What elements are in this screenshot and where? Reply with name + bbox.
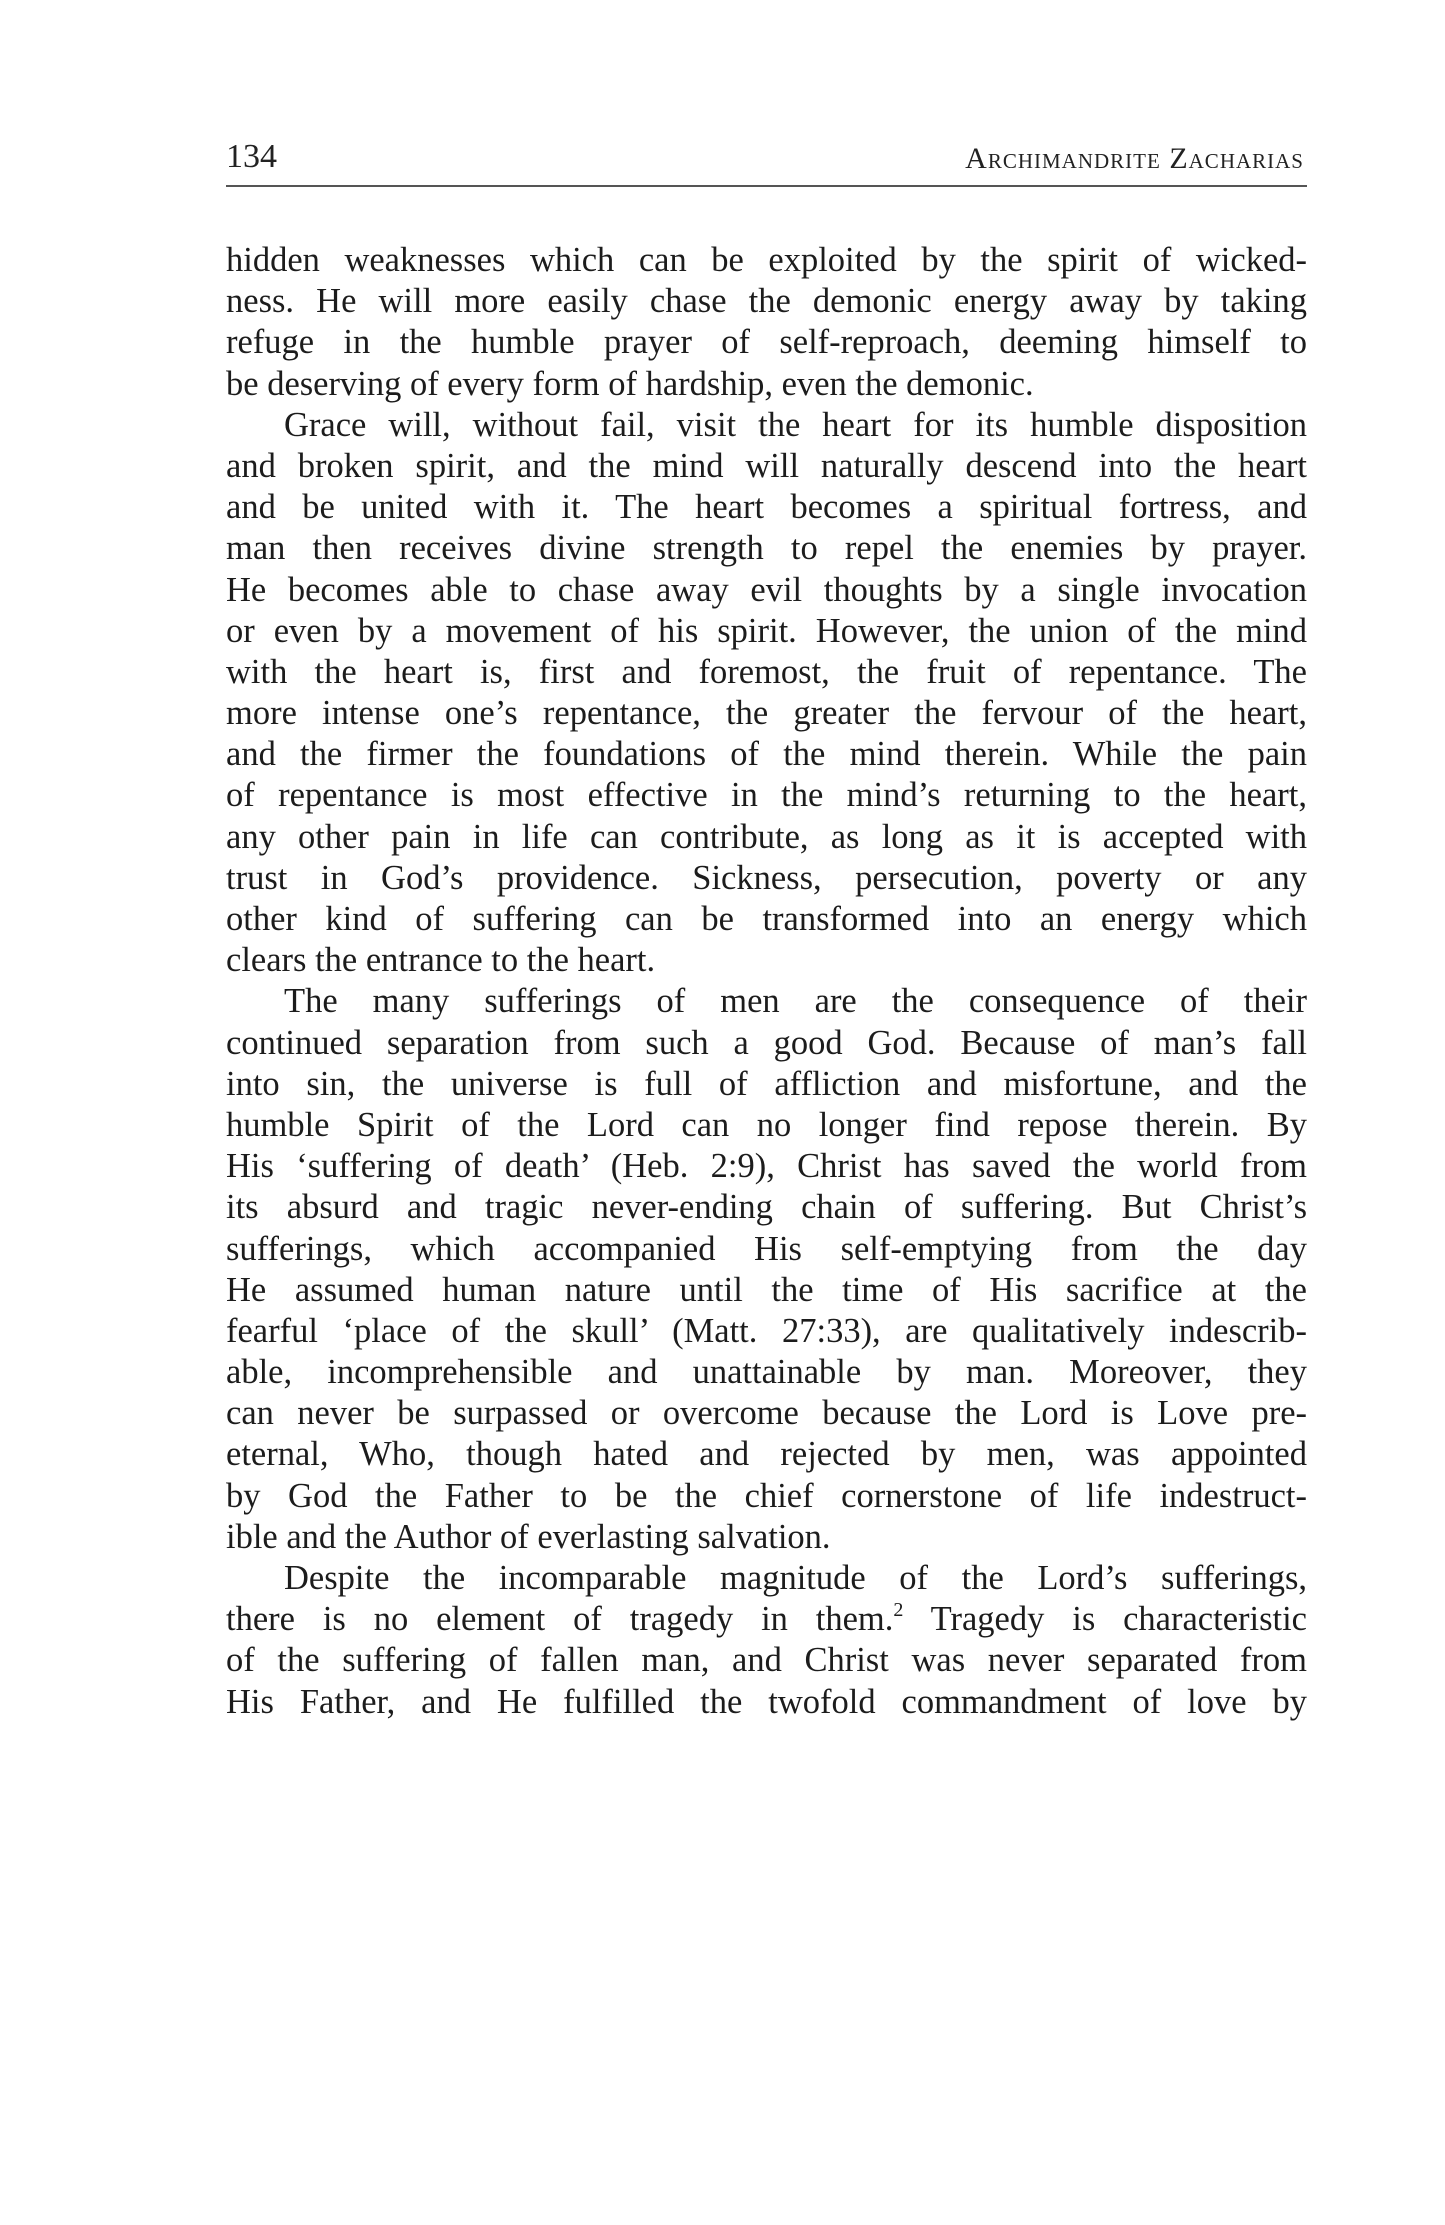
text-line: fearful ‘place of the skull’ (Matt. 27:33), are qualitatively indescrib-	[226, 1311, 1307, 1350]
paragraph	[226, 1558, 1307, 1723]
page-number: 134	[226, 138, 277, 175]
text-line: man then receives divine strength to repel the enemies by prayer.	[226, 529, 1307, 568]
text-line: refuge in the humble prayer of self-reproach, deeming himself to	[226, 323, 1307, 362]
body-text	[226, 240, 1307, 1723]
running-header	[226, 128, 1304, 174]
text-line: He becomes able to chase away evil thoughts by a single invocation	[226, 570, 1307, 609]
text-line: Despite the incomparable magnitude of the Lord’s sufferings,	[284, 1559, 1307, 1597]
text-line: of repentance is most effective in the mind’s returning to the heart,	[226, 776, 1307, 815]
text-line: ible and the Author of everlasting salvation.	[226, 1517, 831, 1556]
text-line: ness. He will more easily chase the demonic energy away by taking	[226, 282, 1307, 321]
text-line: The many sufferings of men are the consequence of their	[284, 982, 1307, 1021]
text-line: eternal, Who, though hated and rejected by men, was appointed	[226, 1435, 1307, 1474]
text-line: other kind of suffering can be transformed into an energy which	[226, 900, 1307, 938]
text-line: into sin, the universe is full of affliction and misfortune, and the	[226, 1064, 1307, 1103]
text-line: and broken spirit, and the mind will naturally descend into the heart	[226, 446, 1307, 485]
running-title: Archimandrite Zacharias	[965, 142, 1304, 175]
text-line: humble Spirit of the Lord can no longer find repose therein. By	[226, 1105, 1307, 1144]
text-line: or even by a movement of his spirit. However, the union of the mind	[226, 611, 1307, 650]
text-line: Grace will, without fail, visit the heart for its humble disposition	[284, 405, 1307, 444]
text-line: He assumed human nature until the time of His sacrifice at the	[226, 1270, 1307, 1309]
text-line: hidden weaknesses which can be exploited by the spirit of wicked-	[226, 241, 1307, 279]
footnote-marker[interactable]: 2	[893, 1599, 904, 1622]
text-line: trust in God’s providence. Sickness, persecution, poverty or any	[226, 858, 1307, 897]
paragraph	[226, 981, 1307, 1558]
text-line: and the firmer the foundations of the mind therein. While the pain	[226, 735, 1307, 774]
text-line: able, incomprehensible and unattainable by man. Moreover, they	[226, 1353, 1307, 1392]
text-line: of the suffering of fallen man, and Christ was never separated from	[226, 1641, 1307, 1680]
text-line: more intense one’s repentance, the greater the fervour of the heart,	[226, 694, 1307, 733]
text-line: His ‘suffering of death’ (Heb. 2:9), Christ has saved the world from	[226, 1147, 1307, 1186]
text-line: any other pain in life can contribute, as long as it is accepted with	[226, 817, 1307, 856]
line-text: there is no element of tragedy in them.	[226, 1600, 894, 1639]
text-line: continued separation from such a good God. Because of man’s fall	[226, 1023, 1307, 1062]
text-line: can never be surpassed or overcome because the Lord is Love pre-	[226, 1394, 1307, 1433]
text-line: clears the entrance to the heart.	[226, 941, 656, 980]
header-rule	[226, 185, 1307, 187]
text-line: His Father, and He fulfilled the twofold commandment of love by	[226, 1682, 1307, 1721]
paragraph	[226, 240, 1307, 405]
paragraph	[226, 405, 1307, 982]
text-line: its absurd and tragic never-ending chain of suffering. But Christ’s	[226, 1188, 1307, 1227]
text-line: by God the Father to be the chief cornerstone of life indestruct-	[226, 1476, 1307, 1515]
text-line-with-footnote	[226, 1599, 1307, 1640]
text-line: be deserving of every form of hardship, even the demonic.	[226, 364, 1034, 403]
text-line: with the heart is, first and foremost, the fruit of repentance. The	[226, 652, 1307, 691]
text-line: sufferings, which accompanied His self-emptying from the day	[226, 1229, 1307, 1268]
line-text-continuation: Tragedy is characteristic	[903, 1600, 1307, 1639]
text-line: and be united with it. The heart becomes a spiritual fortress, and	[226, 488, 1307, 527]
